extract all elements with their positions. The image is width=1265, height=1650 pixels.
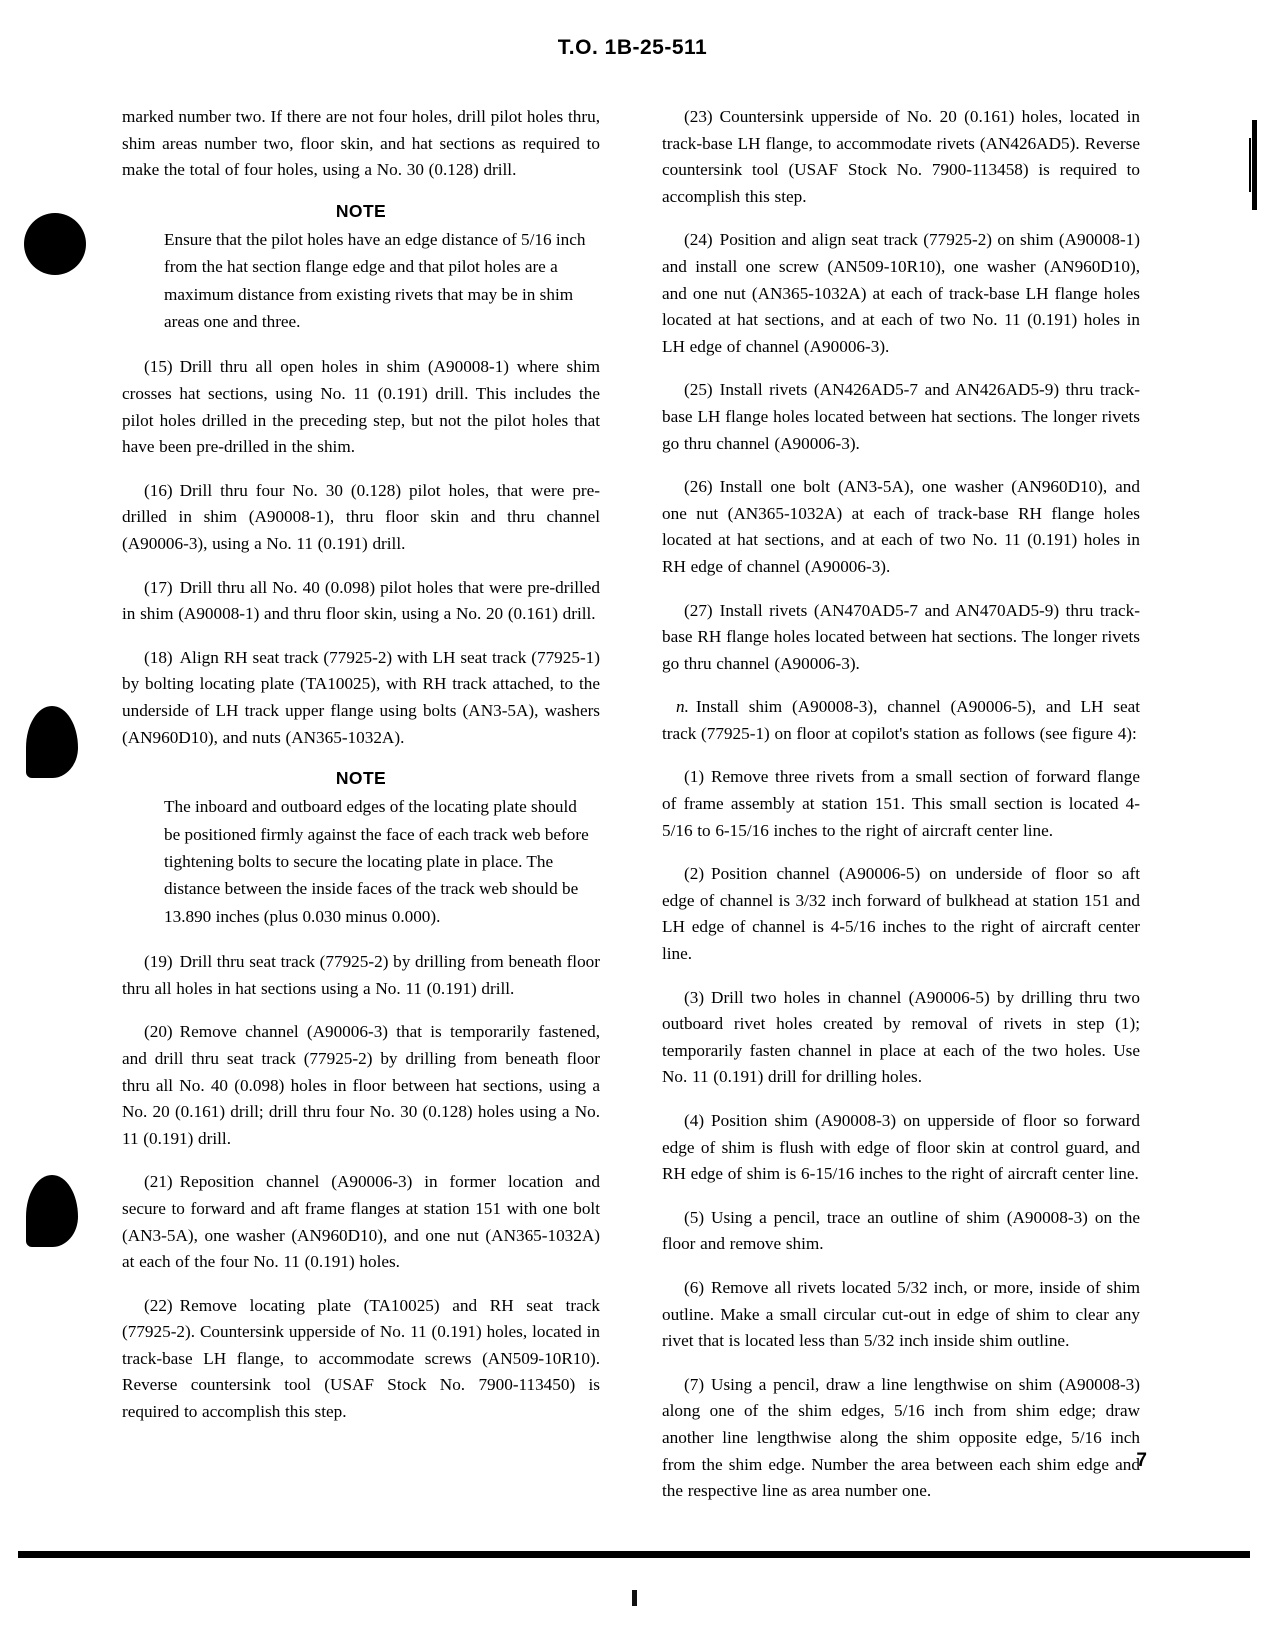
step-17 — [122, 575, 600, 628]
step-number: (3) — [684, 987, 705, 1007]
note-heading: NOTE — [335, 200, 387, 221]
right-column — [662, 104, 1140, 1522]
paragraph-text: Position and align seat track (77925-2) on shim (A90008-1) and install one screw (AN509-10R10), one washer (AN960D10), and one nut (AN365-1032A) at each of track-base LH flange holes located at hat sections, and at each of two No. 11 (0.191) holes in LH edge of channel (A90006-3). — [662, 230, 1140, 356]
step-26 — [662, 474, 1140, 580]
step-number: (20) — [144, 1022, 173, 1042]
section-n — [662, 694, 1140, 747]
paragraph-text: Position shim (A90008-3) on upperside of floor so forward edge of shim is flush with edge of floor skin at control guard, and RH edge of shim is 6-15/16 inches to the right of aircraft center line. — [662, 1111, 1140, 1184]
step-25 — [662, 377, 1140, 457]
note-heading: NOTE — [335, 768, 387, 789]
step-18 — [122, 645, 600, 751]
paragraph-text: Drill two holes in channel (A90006-5) by drilling thru two outboard rivet holes created by removal of rivets in step (1); temporarily fasten channel in place at each of the two holes. Use No. 11 (0.191) drill for drilling holes. — [662, 987, 1140, 1087]
step-16 — [122, 478, 600, 558]
binding-hole-mark-top — [24, 213, 86, 275]
step-number: (17) — [144, 577, 173, 597]
substep-2 — [662, 861, 1140, 967]
paragraph-text: Using a pencil, draw a line lengthwise on shim (A90008-3) along one of the shim edges, 5/16 inch from shim edge; draw another line lengthwise along the shim opposite edge, 5/16 inch from the shim edge. Number the area between each shim edge and the respective line as area number one. — [662, 1374, 1140, 1501]
paragraph-text: Drill thru all No. 40 (0.098) pilot holes that were pre-drilled in shim (A90008-1) and thru floor skin, using a No. 20 (0.161) drill. — [122, 577, 600, 624]
paragraph-text: Countersink upperside of No. 20 (0.161) holes, located in track-base LH flange, to accommodate rivets (AN426AD5). Reverse countersink tool (USAF Stock No. 7900-113458) is required to accomplish this step. — [662, 107, 1140, 206]
step-23 — [662, 104, 1140, 210]
step-21 — [122, 1169, 600, 1275]
scan-bottom-bar — [18, 1551, 1250, 1558]
step-number: (2) — [684, 864, 705, 884]
step-24 — [662, 227, 1140, 360]
step-number: (27) — [684, 600, 713, 620]
paragraph-text: Remove three rivets from a small section of forward flange of frame assembly at station 151. This small section is located 4-5/16 to 6-15/16 inches to the right of aircraft center line. — [662, 767, 1140, 840]
note-block-2 — [122, 768, 600, 930]
paragraph-text: Drill thru four No. 30 (0.128) pilot holes, that were pre-drilled in shim (A90008-1), thru floor skin and thru channel (A90006-3), using a No. 11 (0.191) drill. — [122, 480, 600, 553]
substep-3 — [662, 985, 1140, 1091]
scan-edge-bar-right — [1252, 120, 1257, 210]
step-number: (26) — [684, 477, 713, 497]
paragraph-text: Remove channel (A90006-3) that is temporarily fastened, and drill thru seat track (77925-2) by drilling from beneath floor thru all No. 40 (0.098) holes in floor between hat sections, using a No. 20 (0.161) drill; drill thru four No. 30 (0.128) holes using a No. 11 (0.191) drill. — [122, 1022, 600, 1148]
paragraph-text: Install shim (A90008-3), channel (A90006-5), and LH seat track (77925-1) on floor at copilot's station as follows (see figure 4): — [662, 697, 1140, 743]
page-header-title: T.O. 1B-25-511 — [557, 36, 708, 59]
paragraph-text: Drill thru seat track (77925-2) by drilling from beneath floor thru all holes in hat sections using a No. 11 (0.191) drill. — [122, 952, 600, 998]
paragraph-text: Using a pencil, trace an outline of shim (A90008-3) on the floor and remove shim. — [662, 1207, 1140, 1254]
substep-6 — [662, 1275, 1140, 1355]
note-block-1 — [122, 201, 600, 336]
step-20 — [122, 1019, 600, 1152]
paragraph-text: Install one bolt (AN3-5A), one washer (AN960D10), and one nut (AN365-1032A) at each of track-base RH flange holes located at hat sections, and at each of two No. 11 (0.191) holes in RH edge of channel (A90006-3). — [662, 477, 1140, 576]
step-27 — [662, 598, 1140, 678]
step-number: (19) — [144, 952, 173, 972]
paragraph-text: Install rivets (AN426AD5-7 and AN426AD5-9) thru track-base LH flange holes located between hat sections. The longer rivets go thru channel (A90006-3). — [662, 380, 1140, 453]
note-text: The inboard and outboard edges of the locating plate should be positioned firmly against the face of each track web before tightening bolts to secure the locating plate in place. The distance between the inside faces of the track web should be 13.890 inches (plus 0.030 minus 0.000). — [164, 797, 589, 926]
step-22 — [122, 1293, 600, 1426]
substep-1 — [662, 764, 1140, 844]
paragraph-text: Install rivets (AN470AD5-7 and AN470AD5-9) thru track-base RH flange holes located between hat sections. The longer rivets go thru channel (A90006-3). — [662, 600, 1140, 673]
step-number: (22) — [144, 1295, 173, 1315]
paragraph-text: Align RH seat track (77925-2) with LH seat track (77925-1) by bolting locating plate (TA10025), with RH track attached, to the underside of LH track upper flange using bolts (AN3-5A), washers (AN960D10), and nuts (AN365-1032A). — [122, 647, 600, 747]
scan-bottom-tick — [632, 1590, 637, 1606]
paragraph-text: marked number two. If there are not four holes, drill pilot holes thru, shim areas number two, floor skin, and hat sections as required to make the total of four holes, using a No. 30 (0.128) drill. — [122, 107, 600, 180]
page-number: 7 — [1136, 1450, 1147, 1471]
step-number: (18) — [144, 647, 173, 667]
step-number: (23) — [684, 107, 713, 126]
step-number: (24) — [684, 230, 713, 250]
step-number: (25) — [684, 380, 713, 400]
scan-edge-line-right — [1249, 138, 1251, 192]
paragraph-text: Remove all rivets located 5/32 inch, or more, inside of shim outline. Make a small circular cut-out in edge of shim to clear any rivet that is located less than 5/32 inch inside shim outline. — [662, 1277, 1140, 1351]
substep-5 — [662, 1205, 1140, 1258]
step-number: (15) — [144, 357, 173, 377]
step-number: (5) — [684, 1207, 705, 1227]
step-number: (4) — [684, 1111, 705, 1130]
section-letter: n. — [676, 697, 689, 717]
substep-7 — [662, 1372, 1140, 1505]
note-text: Ensure that the pilot holes have an edge distance of 5/16 inch from the hat section flange edge and that pilot holes are a maximum distance from existing rivets that may be in shim areas one and three. — [164, 229, 586, 331]
step-number: (16) — [144, 480, 173, 500]
paragraph-text: Reposition channel (A90006-3) in former location and secure to forward and aft frame flanges at station 151 with one bolt (AN3-5A), one washer (AN960D10), and one nut (AN365-1032A) at each of the four No. 11 (0.191) holes. — [122, 1172, 600, 1272]
step-number: (21) — [144, 1172, 173, 1192]
left-column — [122, 104, 600, 1522]
paragraph-text: Position channel (A90006-5) on underside of floor so aft edge of channel is 3/32 inch forward of bulkhead at station 151 and LH edge of channel is 4-5/16 inches to the right of aircraft center line. — [662, 864, 1140, 964]
paragraph-text: Drill thru all open holes in shim (A90008-1) where shim crosses hat sections, using No. 11 (0.191) drill. This includes the pilot holes drilled in the preceding step, but not the pilot holes that have been pre-drilled in the shim. — [122, 357, 600, 457]
page-body — [122, 104, 1140, 1522]
step-19 — [122, 949, 600, 1002]
binding-hole-mark-bottom — [26, 1175, 78, 1247]
step-15 — [122, 354, 600, 460]
paragraph-text: Remove locating plate (TA10025) and RH seat track (77925-2). Countersink upperside of No. 11 (0.191) holes, located in track-base LH flange, to accommodate screws (AN509-10R10). Reverse countersink tool (USAF Stock No. 7900-113450) is required to accomplish this step. — [122, 1295, 600, 1422]
step-number: (1) — [684, 767, 705, 787]
binding-hole-mark-middle — [26, 706, 78, 778]
step-number: (6) — [684, 1277, 705, 1297]
step-number: (7) — [684, 1374, 705, 1394]
paragraph-continuation — [122, 104, 600, 184]
substep-4 — [662, 1108, 1140, 1188]
